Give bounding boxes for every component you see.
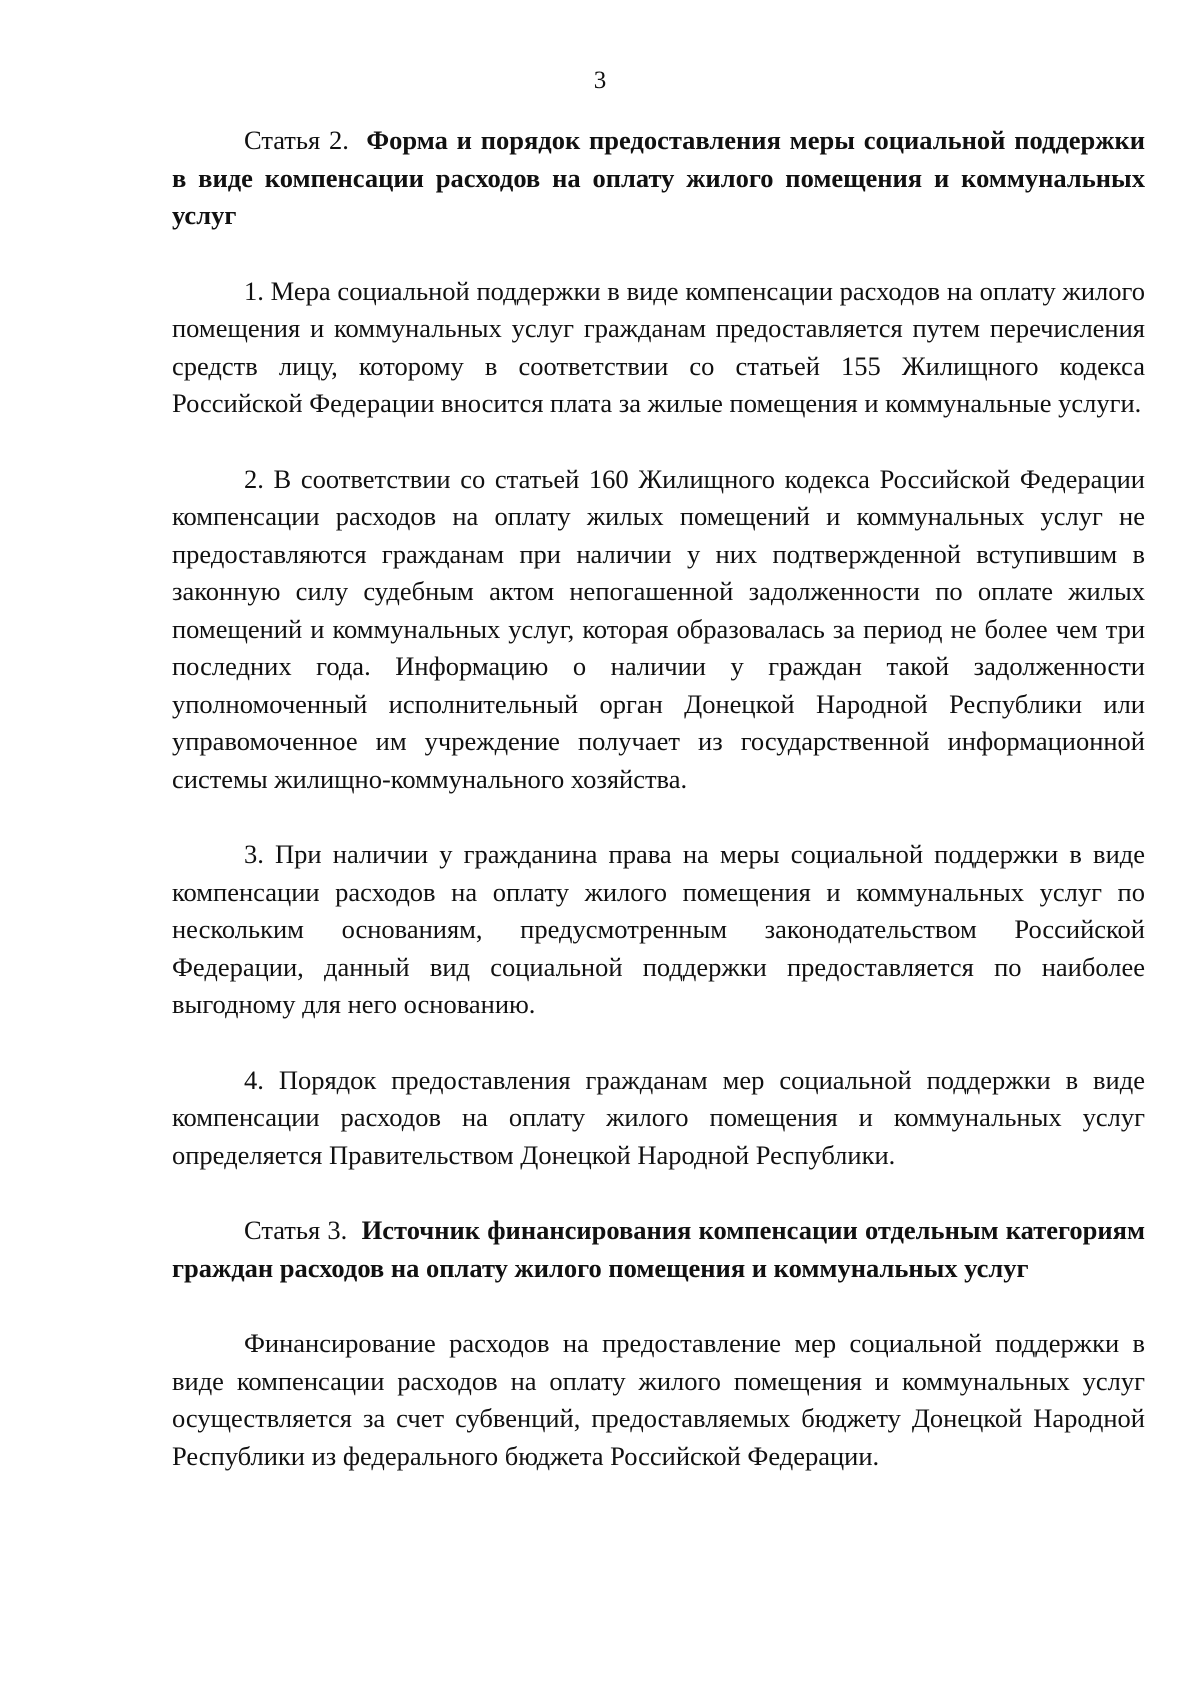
article-3-label: Статья 3. xyxy=(244,1215,348,1245)
page-number: 3 xyxy=(593,67,607,94)
article-2-heading xyxy=(172,122,1145,235)
article-2-paragraph-3: 3. При наличии у гражданина права на меры социальной поддержки в виде компенсации расходов на оплату жилого помещения и коммунальных услуг по нескольким основаниям, предусмотренным законодательством Российской Федерации, данный вид социальной поддержки предоставляется по наиболее выгодному для него основанию. xyxy=(172,839,1145,1019)
article-2-label: Статья 2. xyxy=(244,125,349,155)
article-2-paragraph-1: 1. Мера социальной поддержки в виде компенсации расходов на оплату жилого помещения и коммунальных услуг гражданам предоставляется путем перечисления средств лицу, которому в соответствии со статьей 155 Жилищного кодекса Российской Федерации вносится плата за жилые помещения и коммунальные услуги. xyxy=(172,275,1145,418)
article-3-heading xyxy=(172,1212,1145,1287)
document-body xyxy=(172,122,1145,1475)
article-3-title: Источник финансирования компенсации отдельным категориям граждан расходов на оплату жилого помещения и коммунальных услуг xyxy=(172,1215,1146,1283)
article-2-paragraph-2: 2. В соответствии со статьей 160 Жилищного кодекса Российской Федерации компенсации расходов на оплату жилых помещений и коммунальных услуг не предоставляются гражданам при наличии у них подтвержденной вступившим в законную силу судебным актом непогашенной задолженности по оплате жилых помещений и коммунальных услуг, которая образовалась за период не более чем три последних года. Информацию о наличии у граждан такой задолженности уполномоченный исполнительный орган Донецкой Народной Республики или управомоченное им учреждение получает из государственной информационной системы жилищно-коммунального хозяйства. xyxy=(172,463,1145,794)
article-2-title: Форма и порядок предоставления меры социальной поддержки в виде компенсации расходов на оплату жилого помещения и коммунальных услуг xyxy=(172,125,1146,230)
article-3-paragraph-1: Финансирование расходов на предоставление мер социальной поддержки в виде компенсации расходов на оплату жилого помещения и коммунальных услуг осуществляется за счет субвенций, предоставляемых бюджету Донецкой Народной Республики из федерального бюджета Российской Федерации. xyxy=(172,1328,1145,1471)
article-2-paragraph-4: 4. Порядок предоставления гражданам мер социальной поддержки в виде компенсации расходов на оплату жилого помещения и коммунальных услуг определяется Правительством Донецкой Народной Республики. xyxy=(172,1064,1145,1170)
